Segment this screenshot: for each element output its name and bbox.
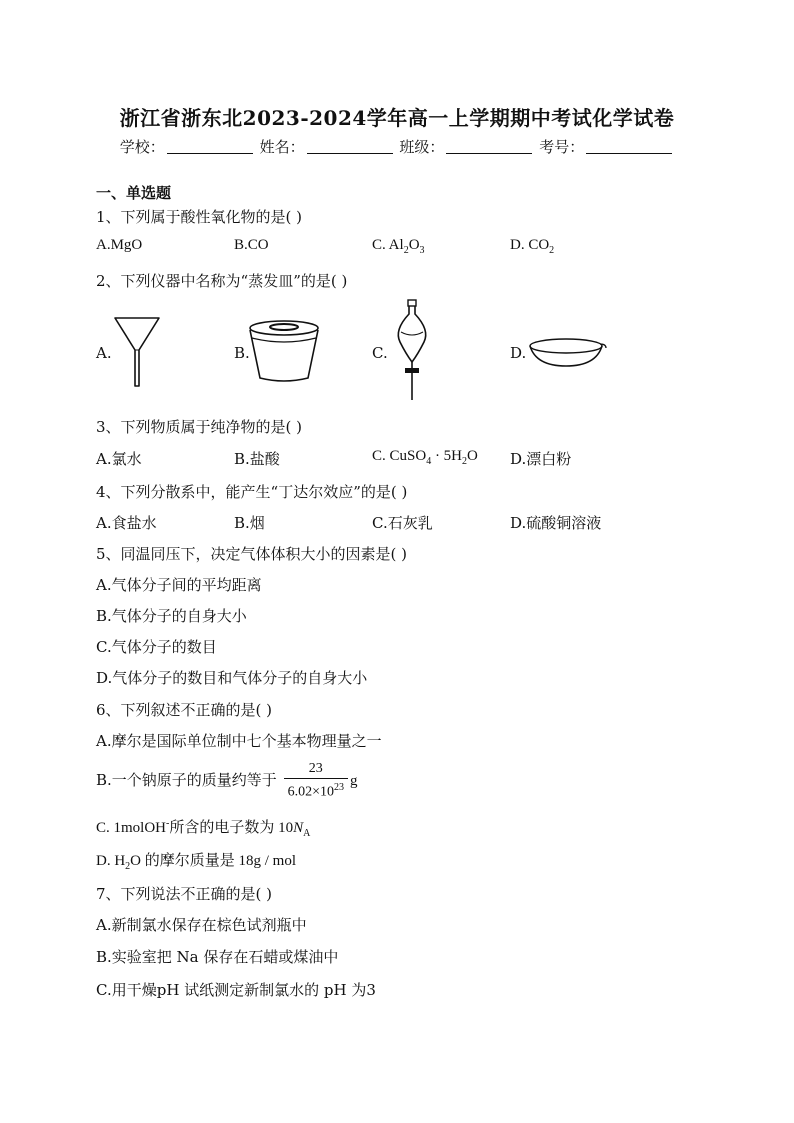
funnel-icon — [112, 314, 162, 390]
class-blank[interactable] — [446, 153, 532, 154]
q1-option-b: B.CO — [234, 237, 269, 253]
name-blank[interactable] — [307, 153, 393, 154]
q3-option-d: D.漂白粉 — [510, 450, 572, 468]
name-label: 姓名： — [259, 138, 305, 156]
q3-option-c: C. CuSO$_4$ · $5H_2O$ — [372, 448, 478, 467]
q2-option-d: D. — [510, 344, 527, 362]
section-title: 一、单选题 — [96, 184, 172, 202]
q1-option-a: A.MgO — [96, 237, 143, 253]
q1-stem: 1、下列属于酸性氧化物的是( ) — [96, 208, 303, 226]
q6-option-a: A.摩尔是国际单位制中七个基本物理量之一 — [96, 732, 382, 750]
q4-stem: 4、下列分散系中，能产生“丁达尔效应”的是( ) — [96, 483, 408, 501]
class-label: 班级： — [399, 138, 445, 156]
q2-option-b: B. — [234, 344, 250, 362]
q4-option-c: C.石灰乳 — [372, 514, 433, 532]
q5-option-d: D.气体分子的数目和气体分子的自身大小 — [96, 669, 368, 687]
school-blank[interactable] — [167, 153, 253, 154]
q3-stem: 3、下列物质属于纯净物的是( ) — [96, 418, 303, 436]
number-label: 考号： — [539, 138, 585, 156]
q6-stem: 6、下列叙述不正确的是( ) — [96, 701, 273, 719]
school-label: 学校： — [119, 138, 165, 156]
q3-option-b: B.盐酸 — [234, 450, 280, 468]
q5-option-c: C.气体分子的数目 — [96, 638, 217, 656]
q1-option-d: D. $CO_2$ — [510, 237, 555, 256]
q6-option-b: B.一个钠原子的质量约等于 $\frac{23}{6.02\times 10^{23}}$ g — [96, 761, 358, 800]
q1-option-c: C. $Al_2O_3$ — [372, 237, 425, 256]
q4-option-b: B.烟 — [234, 514, 265, 532]
crucible-icon — [244, 318, 324, 384]
q2-stem: 2、下列仪器中名称为“蒸发皿”的是( ) — [96, 272, 348, 290]
q5-option-b: B.气体分子的自身大小 — [96, 607, 247, 625]
evaporating-dish-icon — [526, 332, 610, 372]
q7-option-b: B.实验室把 Na 保存在石蜡或煤油中 — [96, 948, 339, 966]
student-info-line — [0, 136, 794, 157]
q4-option-d: D.硫酸铜溶液 — [510, 514, 602, 532]
q4-option-a: A.食盐水 — [96, 514, 157, 532]
exam-title: 浙江省浙东北2023-2024学年高一上学期期中考试化学试卷 — [119, 106, 675, 130]
sodium-mass-fraction: $\frac{23}{6.02\times 10^{23}}$ — [284, 760, 348, 802]
separatory-funnel-icon — [390, 298, 434, 404]
q7-option-c: C.用干燥pH 试纸测定新制氯水的 pH 为3 — [96, 981, 376, 999]
q3-option-a: A.氯水 — [96, 450, 142, 468]
q5-stem: 5、同温同压下，决定气体体积大小的因素是( ) — [96, 545, 408, 563]
q7-stem: 7、下列说法不正确的是( ) — [96, 885, 273, 903]
number-blank[interactable] — [586, 153, 672, 154]
q7-option-a: A.新制氯水保存在棕色试剂瓶中 — [96, 916, 307, 934]
q2-option-c: C. — [372, 344, 388, 362]
q5-option-a: A.气体分子间的平均距离 — [96, 576, 262, 594]
q6-option-d: D. $H_2O$ 的摩尔质量是 18g / mol — [96, 853, 297, 872]
q6-option-c: C. 1molOH-所含的电子数为 $10N_A$ — [96, 818, 311, 839]
q2-option-a: A. — [96, 344, 112, 362]
